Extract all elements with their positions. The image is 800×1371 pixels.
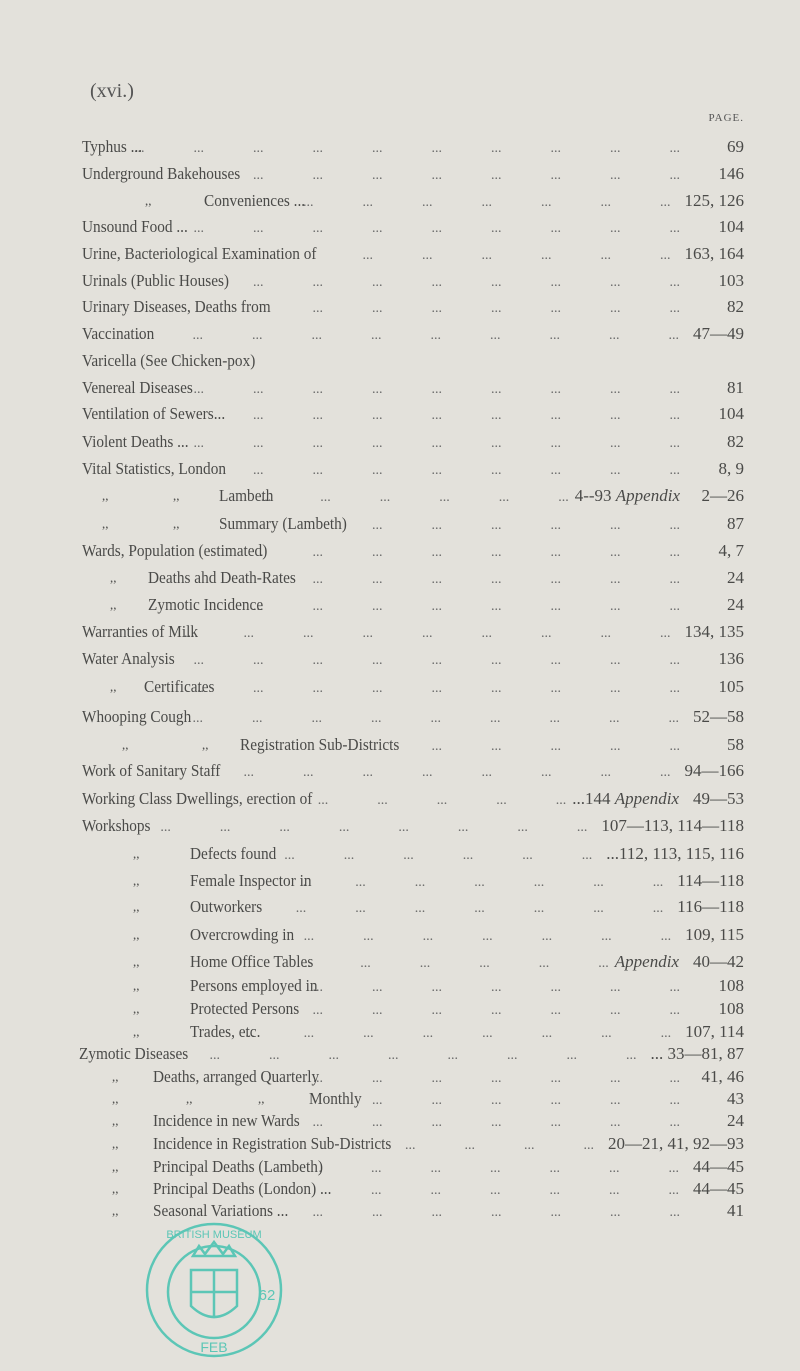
index-entry	[0, 1088, 800, 1110]
dot-leader	[311, 790, 566, 812]
entry-page: 104	[718, 217, 744, 236]
entry-label: Urine, Bacteriological Examination of	[82, 244, 317, 263]
dot-leader	[177, 708, 679, 730]
dot-leader	[292, 1112, 680, 1134]
index-entry	[0, 975, 800, 997]
ditto-mark: ,,	[112, 1136, 119, 1151]
dot-leader	[219, 272, 680, 294]
entry-label: Underground Bakehouses	[82, 164, 241, 183]
index-entry	[0, 513, 800, 535]
ditto-mark: ,,	[258, 1091, 265, 1106]
index-entry	[0, 270, 800, 292]
ditto-mark: ,,	[173, 488, 180, 503]
index-entry	[0, 760, 800, 782]
entry-page: 4, 7	[718, 541, 744, 560]
ditto-mark: ,,	[112, 1091, 119, 1106]
entry-page: 24	[727, 595, 744, 614]
ditto-mark: ,,	[133, 954, 140, 969]
entry-label: Trades, etc.	[190, 1022, 261, 1041]
entry-label: Workshops	[82, 816, 151, 835]
index-entry	[0, 1156, 800, 1178]
dot-leader	[310, 977, 681, 999]
entry-page: 125, 126	[684, 191, 744, 210]
index-entry	[0, 243, 800, 265]
ditto-mark: ,,	[102, 488, 109, 503]
entry-page: 8, 9	[718, 459, 744, 478]
entry-page: 104	[718, 404, 744, 423]
index-entry	[0, 594, 800, 616]
dot-leader	[258, 487, 568, 509]
entry-page: 103	[718, 271, 744, 290]
ditto-mark: ,,	[173, 516, 180, 531]
entry-page: 81	[727, 378, 744, 397]
entry-page: ... 33—81, 87	[650, 1044, 744, 1063]
entry-page: 44—45	[693, 1179, 744, 1198]
entry-label: Zymotic Diseases	[79, 1044, 189, 1063]
index-entry	[0, 951, 800, 973]
entry-label: Persons employed in	[190, 976, 318, 995]
dot-leader	[314, 1068, 680, 1090]
ditto-mark: ,,	[133, 899, 140, 914]
entry-page: 109, 115	[685, 925, 744, 944]
entry-label: Whooping Cough	[82, 707, 192, 726]
entry-page: 163, 164	[684, 244, 744, 263]
entry-page: 136	[718, 649, 744, 668]
dot-leader	[289, 1000, 680, 1022]
dot-leader	[350, 1090, 680, 1112]
stamp-text: BRITISH MUSEUM	[166, 1229, 262, 1241]
index-entry	[0, 1043, 800, 1065]
appendix-label: Appendix	[615, 486, 680, 505]
index-entry	[0, 1021, 800, 1043]
dot-leader	[265, 298, 680, 320]
index-entry	[0, 1200, 800, 1222]
dot-leader	[173, 218, 680, 240]
entry-label: Summary (Lambeth)	[219, 514, 347, 533]
index-entry	[0, 1066, 800, 1088]
index-entry	[0, 403, 800, 425]
dot-leader	[252, 596, 680, 618]
index-entry	[0, 676, 800, 698]
entry-label: Vaccination	[82, 324, 155, 343]
index-entry	[0, 136, 800, 158]
dot-leader	[132, 817, 588, 839]
entry-label: Incidence in new Wards	[153, 1111, 300, 1130]
index-entry	[0, 567, 800, 589]
entry-label: Conveniences ...	[204, 191, 306, 210]
index-entry	[0, 1178, 800, 1200]
index-entry	[0, 1110, 800, 1132]
entry-label: Defects found	[190, 844, 277, 863]
dot-leader	[303, 872, 663, 894]
entry-label: Deaths ahd Death-Rates	[148, 568, 296, 587]
entry-page: 40—42	[693, 952, 744, 971]
index-entry	[0, 734, 800, 756]
dot-leader	[174, 433, 680, 455]
dot-leader	[122, 138, 680, 160]
entry-page: 87	[727, 514, 744, 533]
entry-page: 2—26	[701, 486, 744, 505]
entry-page: 44—45	[693, 1157, 744, 1176]
ditto-mark: ,,	[112, 1159, 119, 1174]
entry-page: 108	[718, 999, 744, 1018]
page-number: (xvi.)	[90, 80, 134, 102]
index-entry	[0, 323, 800, 345]
ditto-mark: ,,	[112, 1203, 119, 1218]
entry-label: Water Analysis	[82, 649, 175, 668]
dot-leader	[184, 623, 670, 645]
dot-leader	[198, 678, 680, 700]
dot-leader	[340, 515, 680, 537]
stamp-month: FEB	[200, 1339, 228, 1355]
entry-label: Seasonal Variations ...	[153, 1201, 289, 1220]
entry-page: 47—49	[693, 324, 744, 343]
entry-page: 134, 135	[684, 622, 744, 641]
index-entry	[0, 431, 800, 453]
dot-leader	[328, 1180, 679, 1202]
index-entry	[0, 896, 800, 918]
entry-page: 41, 46	[701, 1067, 744, 1086]
page-column-label: PAGE.	[708, 112, 744, 124]
dot-leader	[174, 1045, 637, 1067]
ditto-mark: ,,	[110, 570, 117, 585]
dot-leader	[231, 165, 680, 187]
index-entry	[0, 190, 800, 212]
index-entry	[0, 843, 800, 865]
entry-page: 43	[727, 1089, 744, 1108]
index-entry	[0, 458, 800, 480]
entry-page: 94—166	[684, 761, 744, 780]
entry-page: 52—58	[693, 707, 744, 726]
entry-page: 146	[718, 164, 744, 183]
dot-leader	[305, 953, 609, 975]
index-entry	[0, 998, 800, 1020]
dot-leader	[284, 926, 672, 948]
entry-label: Typhus ...	[82, 137, 143, 156]
index-entry	[0, 1133, 800, 1155]
index-entry	[0, 648, 800, 670]
ditto-mark: ,,	[110, 597, 117, 612]
entry-label: Varicella (See Chicken-pox)	[82, 351, 256, 370]
index-entry	[0, 621, 800, 643]
entry-label: Lambeth	[219, 486, 274, 505]
dot-leader	[397, 736, 680, 758]
entry-page: 49—53	[693, 789, 744, 808]
entry-label: Female Inspector in	[190, 871, 312, 890]
stamp-number: 62	[258, 1287, 276, 1304]
ditto-mark: ,,	[112, 1113, 119, 1128]
entry-label: Registration Sub-Districts	[240, 735, 400, 754]
entry-label: Ventilation of Sewers...	[82, 404, 226, 423]
entry-label: Certificates	[144, 677, 215, 696]
index-entry	[0, 815, 800, 837]
entry-page: 114—118	[677, 871, 744, 890]
ditto-mark: ,,	[133, 1024, 140, 1039]
entry-label: Outworkers	[190, 897, 263, 916]
dot-leader	[159, 650, 680, 672]
dot-leader	[136, 325, 679, 347]
entry-label: Monthly	[309, 1089, 362, 1108]
entry-label: Venereal Diseases	[82, 378, 193, 397]
index-entry	[0, 296, 800, 318]
ditto-mark: ,,	[133, 927, 140, 942]
entry-label: Violent Deaths ...	[82, 432, 189, 451]
dot-leader	[179, 379, 680, 401]
ditto-mark: ,,	[110, 679, 117, 694]
museum-stamp	[143, 1220, 285, 1360]
appendix-label: Appendix	[614, 952, 679, 971]
entry-page: 82	[727, 432, 744, 451]
dot-leader	[295, 192, 671, 214]
entry-label: Incidence in Registration Sub-Districts	[153, 1134, 392, 1153]
entry-label: Working Class Dwellings, erection of	[82, 789, 313, 808]
index-entry	[0, 216, 800, 238]
reference-pages: 4--93	[574, 486, 612, 505]
entry-reference	[575, 485, 680, 507]
entry-page: 20—21, 41, 92—93	[608, 1134, 744, 1153]
index-entry	[0, 540, 800, 562]
ditto-mark: ,,	[112, 1069, 119, 1084]
entry-label: Vital Statistics, London	[82, 459, 226, 478]
entry-label: Deaths, arranged Quarterly	[153, 1067, 320, 1086]
entry-page: 116—118	[677, 897, 744, 916]
ditto-mark: ,,	[145, 193, 152, 208]
index-entry	[0, 706, 800, 728]
entry-label: Warranties of Milk	[82, 622, 199, 641]
ditto-mark: ,,	[133, 978, 140, 993]
ditto-mark: ,,	[133, 873, 140, 888]
entry-page: 107—113, 114—118	[601, 816, 744, 835]
entry-page: 24	[727, 568, 744, 587]
reference-pages: ...144	[572, 789, 611, 808]
dot-leader	[248, 898, 663, 920]
index-entry	[0, 870, 800, 892]
index-entry	[0, 924, 800, 946]
entry-page: ...112, 113, 115, 116	[606, 844, 744, 863]
entry-page: 41	[727, 1201, 744, 1220]
ditto-mark: ,,	[133, 846, 140, 861]
entry-label: Unsound Food ...	[82, 217, 188, 236]
dot-leader	[246, 1023, 671, 1045]
entry-label: Home Office Tables	[190, 952, 314, 971]
index-entry	[0, 350, 800, 372]
dot-leader	[215, 405, 680, 427]
dot-leader	[288, 569, 680, 591]
ditto-mark: ,,	[202, 737, 209, 752]
entry-page: 82	[727, 297, 744, 316]
entry-page: 108	[718, 976, 744, 995]
index-entry	[0, 788, 800, 810]
ditto-mark: ,,	[133, 1001, 140, 1016]
entry-page: 107, 114	[685, 1022, 744, 1041]
entry-page: 58	[727, 735, 744, 754]
dot-leader	[264, 845, 593, 867]
entry-label: Principal Deaths (Lambeth)	[153, 1157, 323, 1176]
dot-leader	[318, 1158, 679, 1180]
ditto-mark: ,,	[112, 1181, 119, 1196]
entry-page: 24	[727, 1111, 744, 1130]
entry-page: 105	[718, 677, 744, 696]
entry-label: Urinary Diseases, Deaths from	[82, 297, 271, 316]
entry-reference	[572, 788, 679, 810]
entry-label: Protected Persons	[190, 999, 300, 1018]
dot-leader	[280, 1202, 680, 1224]
dot-leader	[216, 460, 680, 482]
entry-label: Urinals (Public Houses)	[82, 271, 230, 290]
dot-leader	[209, 762, 670, 784]
entry-label: Zymotic Incidence	[148, 595, 264, 614]
dot-leader	[261, 542, 680, 564]
entry-reference	[615, 951, 679, 973]
index-entry	[0, 485, 800, 507]
entry-label: Work of Sanitary Staff	[82, 761, 221, 780]
appendix-label: Appendix	[614, 789, 679, 808]
entry-label: Principal Deaths (London) ...	[153, 1179, 332, 1198]
index-entry	[0, 163, 800, 185]
ditto-mark: ,,	[102, 516, 109, 531]
ditto-mark: ,,	[122, 737, 129, 752]
entry-page: 69	[727, 137, 744, 156]
index-entry	[0, 377, 800, 399]
dot-leader	[394, 1135, 594, 1157]
entry-label: Wards, Population (estimated)	[82, 541, 268, 560]
dot-leader	[316, 245, 670, 267]
ditto-mark: ,,	[186, 1091, 193, 1106]
entry-label: Overcrowding in	[190, 925, 295, 944]
